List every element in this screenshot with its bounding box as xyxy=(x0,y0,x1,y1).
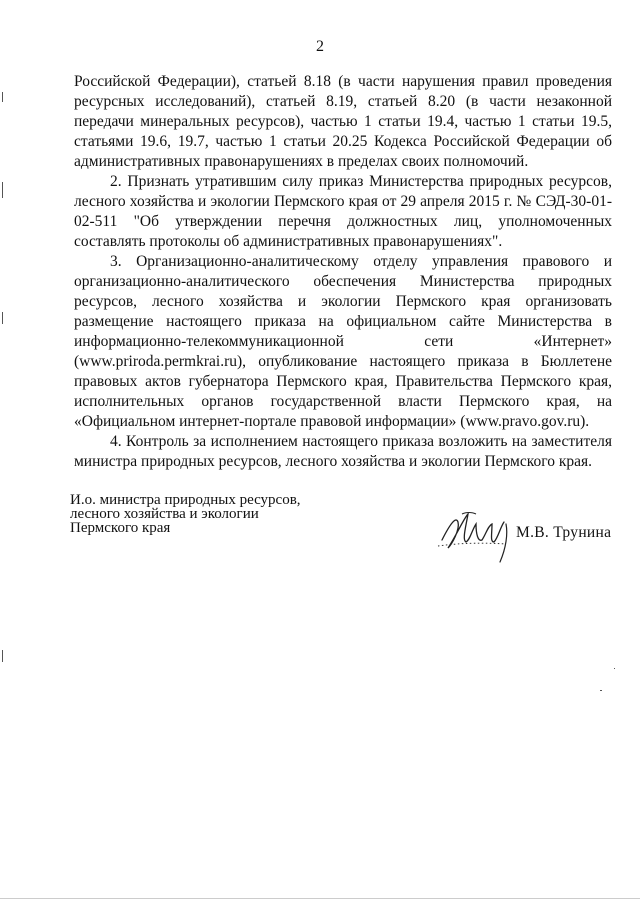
scan-artifact xyxy=(600,690,602,691)
signatory-title-line: И.о. министра природных ресурсов, xyxy=(70,492,301,508)
scan-artifact xyxy=(0,898,640,899)
page-number: 2 xyxy=(316,38,324,55)
scan-artifact xyxy=(2,92,3,102)
signatory-title-line: Пермского края xyxy=(70,520,171,536)
scan-artifact xyxy=(614,668,615,669)
document-body xyxy=(74,72,612,472)
paragraph-item-3: 3. Организационно-аналитическому отделу управления правового и организационно-аналитического обеспечения Министерства природных ресурсов, лесного хозяйства и экологии Пермского края организовать размещение настоящего приказа на официальном сайте Министерства в информационно-телекоммуникационной сети «Интернет» (www.priroda.permkrai.ru), опубликование настоящего приказа в Бюллетене правовых актов губернатора Пермского края, Правительства Пермского края, исполнительных органов государственной власти Пермского края, на «Официальном интернет-портале правовой информации» (www.pravo.gov.ru). xyxy=(74,253,612,430)
paragraph-item-2: 2. Признать утратившим силу приказ Министерства природных ресурсов, лесного хозяйства и экологии Пермского края от 29 апреля 2015 г. № СЭД-30-01-02-511 "Об утверждении перечня должностных лиц, уполномоченных составлять протоколы об административных правонарушениях". xyxy=(74,173,612,250)
paragraph-continuation: Российской Федерации), статьей 8.18 (в части нарушения правил проведения ресурсных исследований), статьей 8.19, статьей 8.20 (в части незаконной передачи минеральных ресурсов), частью 1 статьи 19.4, частью 1 статьи 19.5, статьями 19.6, 19.7, частью 1 статьи 20.25 Кодекса Российской Федерации об административных правонарушениях в пределах своих полномочий. xyxy=(74,73,612,170)
paragraph-item-4: 4. Контроль за исполнением настоящего приказа возложить на заместителя министра природных ресурсов, лесного хозяйства и экологии Пермского края. xyxy=(74,433,612,470)
signatory-title xyxy=(70,493,301,535)
scan-artifact xyxy=(2,650,3,662)
scan-artifact xyxy=(2,312,3,324)
signatory-title-line: лесного хозяйства и экологии xyxy=(70,506,259,522)
handwritten-signature xyxy=(436,504,512,566)
scan-artifact xyxy=(2,182,3,198)
signatory-name: М.В. Трунина xyxy=(516,524,612,541)
